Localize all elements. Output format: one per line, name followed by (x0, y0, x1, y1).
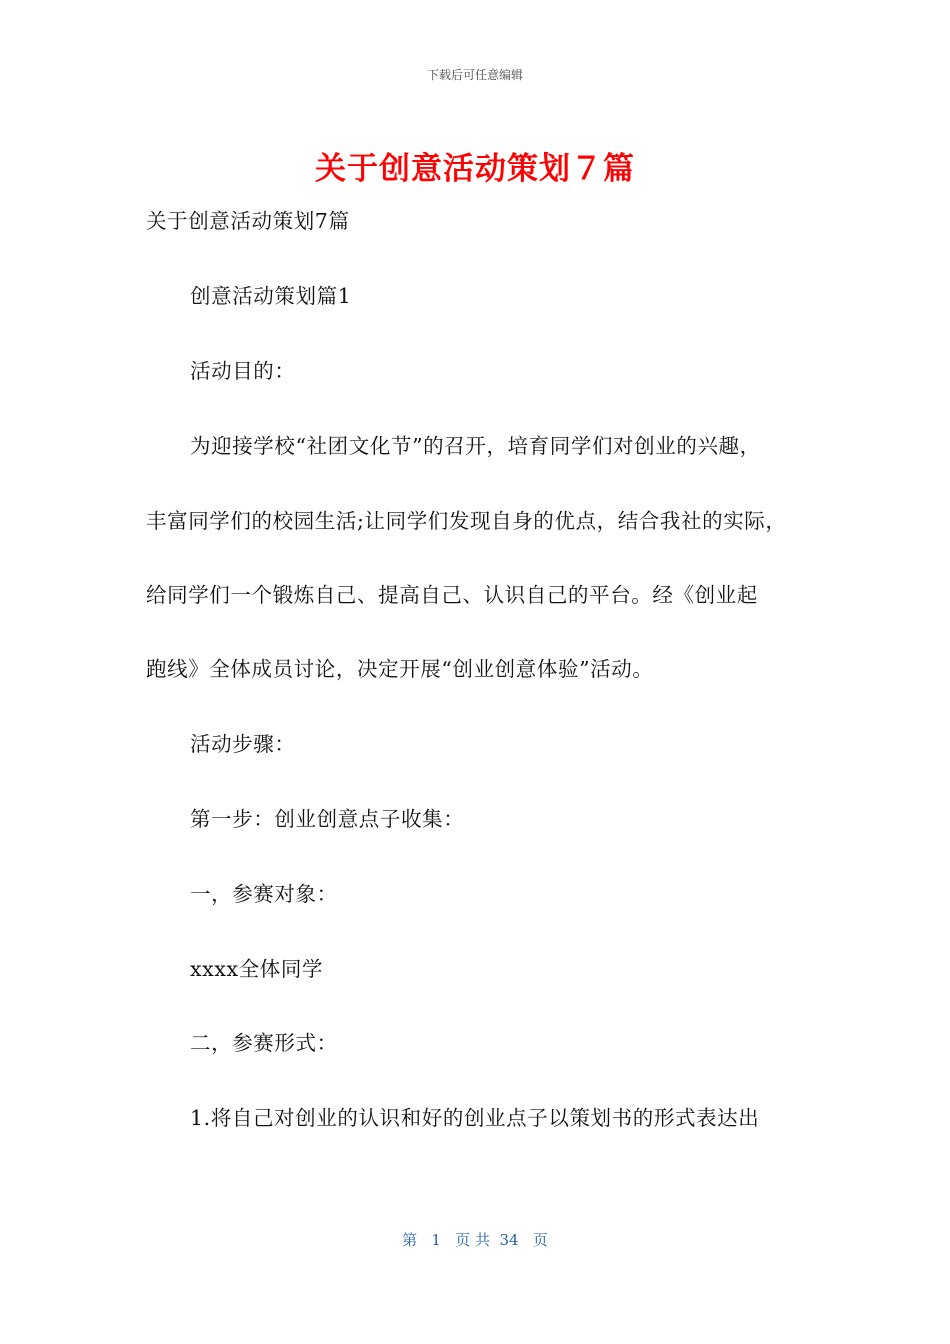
body-line-purpose-1: 为迎接学校“社团文化节”的召开，培育同学们对创业的兴趣， (190, 434, 761, 458)
body-line-section-heading: 创意活动策划篇1 (190, 284, 352, 308)
body-line-subtitle: 关于创意活动策划7篇 (146, 209, 350, 233)
page-footer-number: 第 1 页 共 34 页 (402, 1231, 548, 1249)
body-line-format-1: 1.将自己对创业的认识和好的创业点子以策划书的形式表达出 (190, 1106, 760, 1130)
body-line-purpose-4: 跑线》全体成员讨论，决定开展“创业创意体验”活动。 (146, 657, 654, 681)
body-line-participants: xxxx全体同学 (190, 957, 324, 981)
page-header-note: 下载后可任意编辑 (426, 68, 523, 82)
document-title: 关于创意活动策划７篇 (315, 151, 635, 187)
body-line-format-heading: 二，参赛形式： (190, 1031, 338, 1055)
body-line-purpose-heading: 活动目的： (190, 359, 296, 383)
body-line-steps-heading: 活动步骤： (190, 732, 296, 756)
body-line-step-one: 第一步：创业创意点子收集： (190, 807, 465, 831)
body-line-purpose-2: 丰富同学们的校园生活;让同学们发现自身的优点，结合我社的实际， (146, 509, 787, 533)
body-line-purpose-3: 给同学们一个锻炼自己、提高自己、认识自己的平台。经《创业起 (146, 583, 758, 607)
body-line-participants-heading: 一，参赛对象： (190, 882, 338, 906)
